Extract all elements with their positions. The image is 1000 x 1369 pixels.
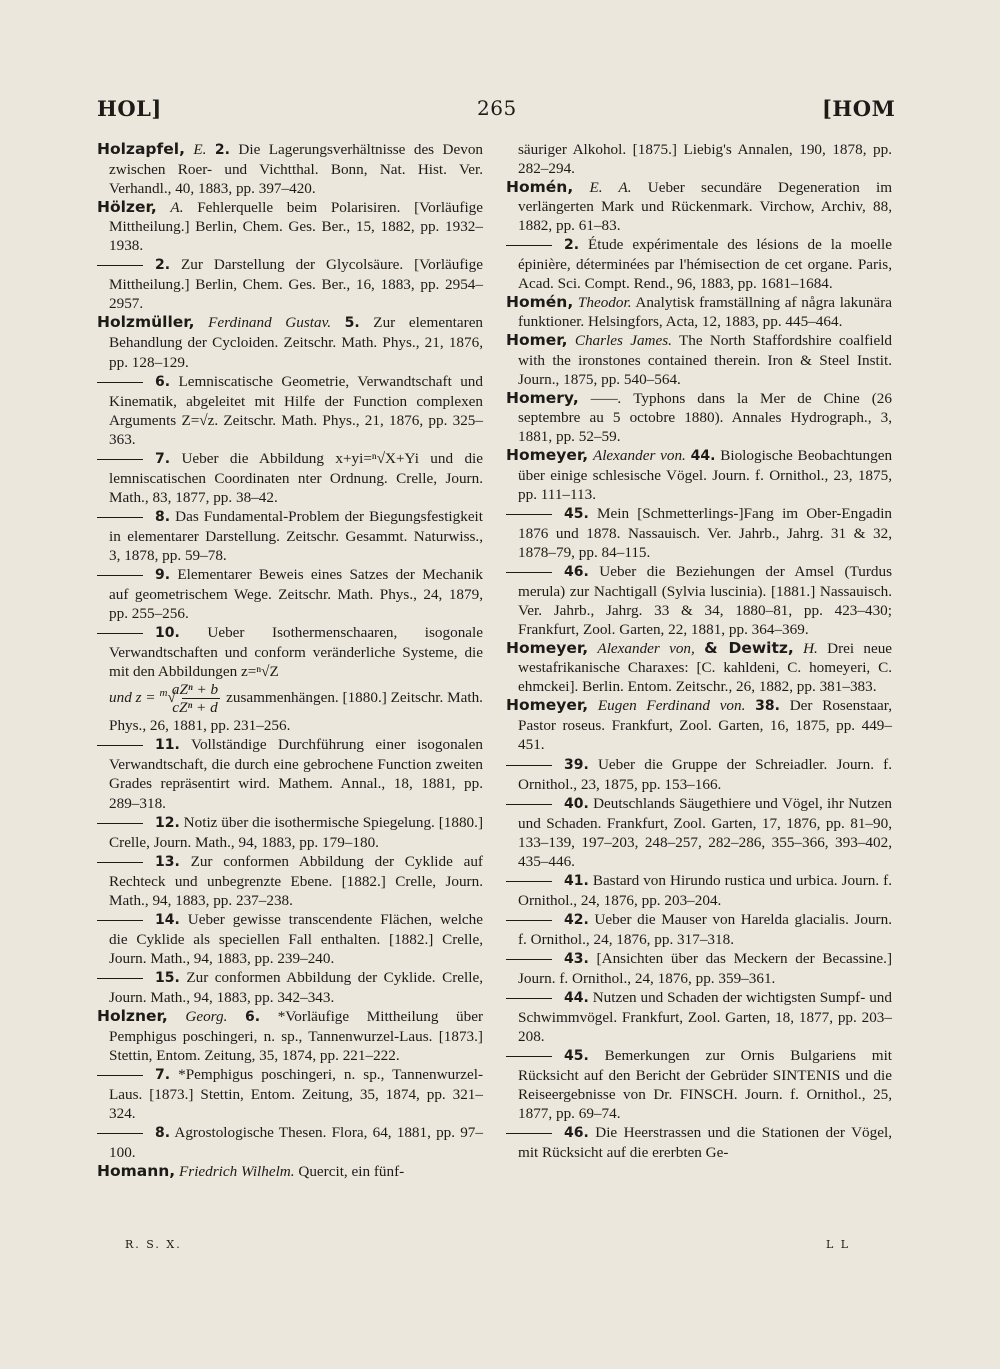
entry-text: Analytisk framställning af några lakunära funktioner. Helsingfors, Acta, 12, 1883, pp. 445–464. [518, 294, 892, 331]
entry-number: 2. [214, 142, 230, 158]
bibliography-entry [506, 446, 892, 504]
entry-text: Ueber gewisse transcendente Flächen, welche die Cyklide als speciellen Fall enthalten. [1882.] Crelle, Journ. Math., 94, 1883, pp. 239–240. [109, 910, 483, 967]
author-forename: E. A. [589, 179, 632, 197]
bibliography-entry [506, 562, 892, 639]
entry-text: Lemniscatische Geometrie, Verwandtschaft und Kinematik, abgeleitet mit Hilfe der Function complexen Arguments Z=√z. Zeitschr. Math. Phys., 21, 1876, pp. 325–363. [109, 372, 483, 448]
entry-text: Biologische Beobachtungen über einige schlesische Vögel. Journ. f. Ornithol., 23, 1875, pp. 111–113. [518, 446, 893, 503]
ditto-rule [97, 633, 143, 634]
running-head-right: [HOM [822, 96, 896, 121]
bibliography-entry [97, 255, 483, 313]
entry-text: *Vorläufige Mittheilung über Pemphigus poschingeri, n. sp., Tannenwurzel-Laus. [1873.] Stettin, Entom. Zeitung, 35, 1874, pp. 221–222. [109, 1008, 484, 1065]
entry-text: Ueber secundäre Degeneration im verlängerten Mark und Rückenmark. Virchow, Archiv, 88, 1882, pp. 61–83. [518, 179, 893, 235]
ditto-rule [506, 572, 552, 573]
entry-text: Drei neue westafrikanische Charaxes: [C. kahldeni, C. homeyeri, C. ehmckei]. Berlin. Entom. Zeitschr., 26, 1882, pp. 381–383. [518, 640, 893, 696]
entry-number: 42. [564, 911, 589, 928]
ditto-rule [506, 998, 552, 999]
bibliography-entry [506, 140, 892, 178]
ditto-rule [506, 514, 552, 515]
bibliography-entry [506, 504, 892, 562]
entry-text: Notiz über die isothermische Spiegelung. [1880.] Crelle, Journ. Math., 94, 1883, pp. 179–180. [109, 813, 483, 851]
author-surname: Homeyer, [506, 445, 589, 464]
bibliography-entry [506, 293, 892, 331]
bibliography-entry [506, 389, 892, 446]
ditto-rule [506, 959, 552, 960]
entry-number: 40. [564, 795, 589, 812]
entry-text: Nutzen und Schaden der wichtigsten Sumpf- und Schwimmvögel. Frankfurt, Zool. Garten, 18, 1877, pp. 203–208. [518, 989, 892, 1046]
entry-text: Zur Darstellung der Glycolsäure. [Vorläufige Mittheilung.] Berlin, Chem. Ges. Ber., 16, 1883, pp. 2954–2957. [109, 256, 483, 313]
bibliography-entry [506, 871, 892, 910]
author-surname: Holzmüller, [97, 313, 195, 332]
entry-text: Elementarer Beweis eines Satzes der Mechanik auf geometrischem Wege. Zeitschr. Math. Phys., 24, 1879, pp. 255–256. [109, 566, 484, 623]
author-surname: Hölzer, [97, 198, 157, 217]
entry-text: *Pemphigus poschingeri, n. sp., Tannenwurzel-Laus. [1873.] Stettin, Entom. Zeitung, 35, 1874, pp. 321–324. [109, 1066, 484, 1123]
entry-text: Die Lagerungsverhältnisse des Devon zwischen Roer- und Vichtthal. Bonn, Nat. Hist. Ver. Verhandl., 40, 1883, pp. 397–420. [109, 141, 484, 198]
entry-number: 7. [155, 1067, 171, 1084]
bibliography-entry [97, 372, 483, 449]
entry-number: 45. [564, 505, 589, 522]
author-forename: Alexander von, [597, 640, 695, 658]
ditto-rule [97, 1075, 143, 1076]
entry-number: 46. [564, 564, 589, 581]
bibliography-entry [97, 565, 483, 623]
bibliography-entry [97, 1123, 483, 1162]
entry-text: Die Heerstrassen und die Stationen der Vögel, mit Rücksicht auf die ererbten Ge- [518, 1124, 892, 1162]
entry-text: Zur elementaren Behandlung der Cycloiden. Zeitschr. Math. Phys., 21, 1876, pp. 128–129. [109, 314, 484, 371]
author-surname: Homén, [506, 293, 574, 312]
ditto-rule [97, 382, 143, 383]
ditto-rule [97, 862, 143, 863]
author-surname: Homeyer, [506, 639, 589, 658]
bibliography-entry [97, 507, 483, 565]
entry-text: Étude expérimentale des lésions de la moelle épinière, déterminées par l'hémisection de cet organe. Paris, Acad. Sci. Compt. Rend., 96, 1883, pp. 1681–1684. [518, 236, 892, 293]
formula-numerator: aZⁿ + b [171, 681, 219, 699]
formula-denominator: cZⁿ + d [172, 699, 218, 717]
ditto-rule [97, 823, 143, 824]
entry-number: 8. [155, 1125, 171, 1142]
entry-text: Zur conformen Abbildung der Cyklide. Crelle, Journ. Math., 94, 1883, pp. 342–343. [109, 968, 484, 1006]
bibliography-entry [97, 198, 483, 255]
bibliography-entry [97, 1065, 483, 1123]
ditto-rule [506, 245, 552, 246]
entry-text: [Ansichten über das Meckern der Becassine.] Journ. f. Ornithol., 24, 1876, pp. 359–361. [518, 949, 892, 988]
bibliography-entry [97, 852, 483, 910]
entry-text: Ueber die Beziehungen der Amsel (Turdus merula) zur Nachtigall (Sylvia luscinia). [1881.] Nassauisch. Ver. Jahrb., Jahrg. 33 & 34, 1880–81, pp. 423–430; Frankfurt, Zool. Garten, 22, 1881, pp. 364–369. [518, 563, 892, 639]
bibliography-entry [97, 910, 483, 968]
entry-text: säuriger Alkohol. [1875.] Liebig's Annalen, 190, 1878, pp. 282–294. [518, 141, 892, 178]
entry-number: 9. [155, 567, 171, 584]
entry-text: Typhons dans la Mer de Chine (26 septembre au 5 octobre 1880). Annales Hydrograph., 3, 1881, pp. 52–59. [518, 389, 892, 445]
bibliography-entry [506, 1123, 892, 1162]
entry-number: 14. [155, 911, 180, 928]
bibliography-entry [97, 140, 483, 198]
author-surname: Homer, [506, 331, 568, 350]
coauthor-forename: H. [803, 640, 818, 658]
entry-text: Zur conformen Abbildung der Cyklide auf Rechteck und unbegrenzte Ebene. [1882.] Crelle, Journ. Math., 94, 1883, pp. 237–238. [109, 852, 483, 909]
entry-number: 10. [155, 625, 180, 642]
ditto-rule [97, 459, 143, 460]
right-column [506, 140, 892, 1162]
author-surname: Homery, [506, 388, 579, 407]
ditto-rule [97, 517, 143, 518]
ditto-rule [506, 920, 552, 921]
author-forename: Eugen Ferdinand von. [597, 697, 746, 715]
entry-text: Ueber Isothermenschaaren, isogonale Verwandtschaften und conform veränderliche Systeme, die mit den Abbildungen z=ⁿ√Z [109, 624, 483, 681]
formula-prefix: und z = [109, 689, 156, 707]
entry-text: Ueber die Mauser von Harelda glacialis. Journ. f. Ornithol., 24, 1876, pp. 317–318. [518, 910, 893, 948]
entry-number: 6. [245, 1009, 261, 1026]
ditto-rule [506, 765, 552, 766]
running-head-left: HOL] [97, 96, 162, 121]
bibliography-entry [97, 813, 483, 852]
bibliography-entry [97, 968, 483, 1007]
bibliography-entry [506, 178, 892, 235]
entry-text: Das Fundamental-Problem der Biegungsfestigkeit in elementarer Darstellung. Zeitschr. Gesammt. Naturwiss., 3, 1878, pp. 59–78. [109, 507, 484, 564]
author-forename: Ferdinand Gustav. [208, 314, 332, 332]
author-surname: Homeyer, [506, 696, 589, 715]
entry-number: 8. [155, 508, 171, 525]
ditto-rule [97, 745, 143, 746]
bibliography-entry [506, 794, 892, 871]
author-surname: Holzner, [97, 1007, 168, 1026]
entry-text: Deutschlands Säugethiere und Vögel, ihr Nutzen und Schaden. Frankfurt, Zool. Garten, 17, 1876, pp. 81–90, 133–139, 197–203, 248–257, 282–286, 355–366, 393–402, 435–446. [518, 794, 893, 870]
entry-number: 12. [155, 814, 180, 831]
entry-text-continued: zusammenhängen. [1880.] Zeitschr. Math. Phys., 26, 1881, pp. 231–256. [109, 689, 483, 735]
bibliography-entry [506, 949, 892, 988]
entry-text: Agrostologische Thesen. Flora, 64, 1881, pp. 97–100. [109, 1124, 483, 1162]
bibliography-entry [97, 449, 483, 507]
entry-text: Der Rosenstaar, Pastor roseus. Frankfurt, Zool. Garten, 16, 1875, pp. 449–451. [518, 697, 893, 754]
author-forename: Charles James. [574, 332, 672, 350]
ditto-rule [97, 575, 143, 576]
entry-number: 7. [155, 450, 171, 467]
entry-number: 6. [155, 373, 171, 390]
entry-text: Fehlerquelle beim Polarisiren. [Vorläufige Mittheilung.] Berlin, Chem. Ges. Ber., 15, 1882, pp. 1932–1938. [109, 199, 483, 255]
bibliography-entry [506, 331, 892, 388]
author-surname: Holzapfel, [97, 140, 185, 158]
bibliography-entry [506, 910, 892, 949]
entry-number: 38. [755, 698, 780, 715]
entry-text: Mein [Schmetterlings-]Fang im Ober-Engadin 1876 und 1878. Nassauisch. Ver. Jahrb., Jahrg. 31 & 32, 1878–79, pp. 84–115. [518, 504, 893, 561]
entry-number: 15. [155, 969, 180, 986]
ditto-rule [506, 881, 552, 882]
entry-number: 44. [564, 990, 589, 1007]
bibliography-entry [506, 755, 892, 794]
author-surname: Homann, [97, 1162, 176, 1181]
entry-text: Bastard von Hirundo rustica und urbica. Journ. f. Ornithol., 24, 1876, pp. 203–204. [518, 871, 893, 909]
left-column [97, 140, 483, 1181]
author-forename: Georg. [185, 1008, 228, 1026]
entry-number: 46. [564, 1125, 589, 1142]
bibliography-entry [506, 696, 892, 754]
page-number: 265 [477, 96, 517, 120]
entry-number: 39. [564, 756, 589, 773]
bibliography-entry [506, 1046, 892, 1123]
entry-number: 5. [344, 315, 360, 332]
entry-text: Quercit, ein fünf- [298, 1163, 405, 1181]
author-forename: ——. [590, 389, 622, 407]
gathering-mark: L L [826, 1238, 851, 1251]
entry-number: 13. [155, 853, 180, 870]
entry-number: 11. [155, 737, 180, 754]
author-forename: E. [193, 141, 207, 158]
entry-number: 44. [690, 447, 716, 464]
author-forename: Friedrich Wilhelm. [179, 1163, 295, 1181]
ditto-rule [506, 804, 552, 805]
signature-mark: R. S. X. [125, 1238, 182, 1251]
bibliography-entry [97, 313, 483, 371]
author-forename: Theodor. [577, 294, 632, 312]
entry-text: Vollständige Durchführung einer isogonalen Verwandtschaft, die durch eine gebrochene Function zweiten Grades repräsentirt wird. Mathem. Annal., 18, 1881, pp. 289–318. [109, 736, 483, 812]
ditto-rule [97, 978, 143, 979]
author-forename: Alexander von. [592, 446, 686, 464]
entry-number: 2. [564, 237, 580, 254]
entry-text: The North Staffordshire coalfield with the ironstones contained therein. Iron & Steel Instit. Journ., 1875, pp. 540–564. [518, 332, 893, 388]
entry-number: 41. [564, 872, 589, 889]
bibliography-entry [97, 735, 483, 812]
entry-number: 43. [564, 950, 589, 967]
formula-fraction [171, 681, 220, 717]
entry-text: Bemerkungen zur Ornis Bulgariens mit Rücksicht auf den Bericht der Gebrüder SINTENIS und die Reiseergebnisse von Dr. FINSCH. Journ. f. Ornithol., 25, 1877, pp. 69–74. [518, 1047, 893, 1123]
ditto-rule [97, 920, 143, 921]
ditto-rule [506, 1056, 552, 1057]
ditto-rule [97, 265, 143, 266]
entry-number: 45. [564, 1048, 589, 1065]
entry-number: 2. [155, 257, 171, 274]
coauthor-surname: & Dewitz, [704, 639, 794, 658]
author-surname: Homén, [506, 178, 574, 197]
formula-root-index: m [159, 687, 168, 700]
bibliography-entry [506, 235, 892, 293]
bibliography-entry [506, 988, 892, 1046]
ditto-rule [506, 1133, 552, 1134]
author-forename: A. [170, 199, 184, 217]
entry-text: Ueber die Abbildung x+yi=ⁿ√X+Yi und die lemniscatischen Coordinaten nter Ordnung. Crelle, Journ. Math., 83, 1877, pp. 38–42. [109, 449, 484, 506]
bibliography-entry [97, 1007, 483, 1065]
ditto-rule [97, 1133, 143, 1134]
entry-text: Ueber die Gruppe der Schreiadler. Journ. f. Ornithol., 23, 1875, pp. 153–166. [518, 755, 892, 793]
bibliography-entry: 10. Ueber Isothermenschaaren, isogonale Verwandtschaften und conform veränderliche Systeme, die mit den Abbildungen z=ⁿ√Z und z = $^m$√ $\frac{\text{aZⁿ + b}}{\text{cZⁿ + d}}$ zusammenhängen. [1880.] Zeitschr. Math. Phys., 26, 1881, pp. 231–256. [97, 623, 483, 735]
bibliography-entry [97, 1162, 483, 1181]
bibliography-entry [506, 639, 892, 696]
